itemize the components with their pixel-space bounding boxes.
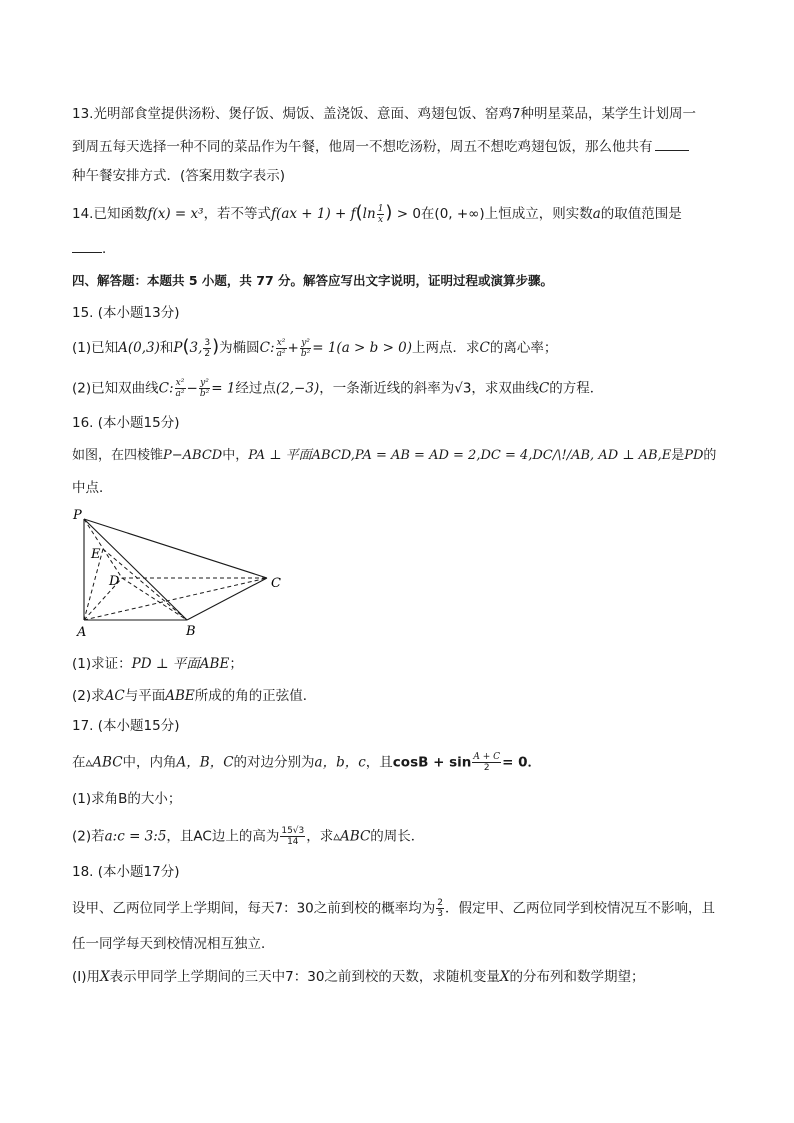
q16-p2-c: 所成的角的正弦值． bbox=[194, 688, 317, 704]
q18-line1-b: ．假定甲、乙两位同学到校情况互不影响，且 bbox=[445, 900, 716, 917]
q15-p1-a: (1)已知 bbox=[72, 340, 119, 356]
edge-PC bbox=[84, 519, 267, 578]
q18-line1 bbox=[72, 898, 715, 919]
q15-x2: x² bbox=[276, 337, 286, 348]
q14-frac-den: x bbox=[378, 214, 384, 225]
q13-line1: 13.光明部食堂提供汤粉、煲仔饭、焗饭、盖浇饭、意面、鸡翅包饭、窑鸡7种明星菜品，某学生计划周一 bbox=[72, 106, 697, 122]
q14-mid: ，若不等式 bbox=[203, 206, 272, 222]
q15-P-frac bbox=[203, 338, 211, 359]
q15-p2-b2: b² bbox=[199, 389, 210, 399]
q15-p2-frac-x bbox=[175, 378, 186, 399]
section-heading: 四、解答题：本题共 5 小题，共 77 分。解答应写出文字说明，证明过程或演算步骤。 bbox=[72, 273, 554, 288]
q16-text1-a: 如图，在四棱锥 bbox=[72, 448, 164, 463]
edge-PB bbox=[84, 519, 187, 620]
q17-sides: a，b，c bbox=[314, 754, 366, 771]
q14-end: ． bbox=[102, 241, 116, 257]
q17-p2-b: ，且AC边上的高为 bbox=[166, 828, 280, 845]
q15-p2-a2: a² bbox=[175, 389, 185, 399]
diagonal-DB bbox=[122, 578, 187, 620]
q17-text-d: ，且 bbox=[365, 754, 393, 771]
q15-paren-right: ) bbox=[212, 336, 220, 357]
label-P: P bbox=[73, 508, 82, 523]
edge-BC bbox=[187, 578, 267, 620]
q16-PD: PD bbox=[684, 448, 704, 463]
q15-paren-left: ( bbox=[182, 336, 190, 357]
q17-height-num: 15√3 bbox=[281, 826, 305, 836]
q15-p1-c: 上两点．求 bbox=[412, 340, 480, 356]
q18-line3-b: 表示甲同学上学期间的三天中7：30之前到校的天数，求随机变量 bbox=[109, 969, 500, 985]
q15-p2-point: (2,−3) bbox=[275, 380, 320, 397]
q16-AC: AC bbox=[104, 688, 125, 704]
q18-line3-a: (Ⅰ)用 bbox=[72, 969, 101, 985]
q16-text2: 中点． bbox=[72, 480, 113, 496]
q16-pyramid: P−ABCD bbox=[163, 448, 223, 463]
edge-PD bbox=[84, 519, 122, 578]
q15-P-x: 3, bbox=[189, 340, 203, 356]
q15-p2-e: 的方程． bbox=[549, 380, 604, 397]
q15-p2-C2: C bbox=[538, 380, 550, 397]
q14-frac bbox=[377, 204, 385, 225]
q18-prob-frac bbox=[436, 898, 444, 919]
q15-point-P: P bbox=[173, 340, 183, 356]
q17-triangle: ▵ABC bbox=[85, 754, 123, 771]
q16-ABE: ABE bbox=[165, 688, 195, 704]
q17-height-den: 14 bbox=[287, 837, 299, 847]
q15-p2-d: ，求双曲线 bbox=[471, 380, 539, 397]
q14-ineq-a: f(ax + 1) + f bbox=[271, 206, 356, 222]
q14-line2 bbox=[72, 238, 116, 259]
q17-text-a: 在 bbox=[72, 754, 86, 771]
q17-p2-c: ，求 bbox=[306, 828, 334, 845]
q15-p2-a: (2)已知双曲线 bbox=[72, 380, 159, 397]
q16-text1-c: 是 bbox=[671, 448, 685, 463]
q15-p2-b: 经过点 bbox=[235, 380, 276, 397]
label-D: D bbox=[109, 574, 120, 589]
q14-func: f(x) = x³ bbox=[147, 206, 204, 222]
q16-p1-math: PD ⊥ 平面ABE bbox=[131, 656, 230, 672]
q16-header: 16. (本小题15分) bbox=[72, 415, 180, 431]
q14-line1 bbox=[72, 203, 682, 225]
q15-p2-c: ，一条渐近线的斜率为 bbox=[319, 380, 455, 397]
q14-paren-right: ) bbox=[385, 202, 393, 223]
q13-line3: 种午餐安排方式．(答案用数字表示) bbox=[72, 168, 286, 184]
q18-X2: X bbox=[499, 969, 510, 985]
q17-p2-triangle: ▵ABC bbox=[333, 828, 371, 845]
q15-point-A: A(0,3) bbox=[118, 340, 160, 356]
q15-p2-frac-y bbox=[199, 378, 210, 399]
q15-P-frac-den: 2 bbox=[204, 348, 211, 359]
q17-angles: A，B，C bbox=[176, 754, 234, 771]
label-C: C bbox=[271, 576, 281, 591]
q17-p2-a: (2)若 bbox=[72, 828, 105, 845]
q15-P-frac-num: 3 bbox=[204, 337, 211, 348]
q16-text1-b: 中， bbox=[222, 448, 249, 463]
q18-line2: 任一同学每天到校情况相互独立． bbox=[72, 936, 275, 952]
q17-ratio: a:c = 3:5 bbox=[104, 828, 167, 845]
q14-ln: ln bbox=[362, 206, 376, 222]
q17-height-frac bbox=[280, 826, 305, 847]
q17-text bbox=[72, 752, 541, 773]
q17-frac-num: A + C bbox=[473, 752, 501, 762]
q13-line2 bbox=[72, 136, 689, 157]
q16-p2-a: (2)求 bbox=[72, 688, 105, 704]
label-B: B bbox=[186, 624, 196, 639]
q14-frac-num: 1 bbox=[377, 203, 384, 214]
q15-C: C: bbox=[259, 340, 275, 356]
q15-header: 15. (本小题13分) bbox=[72, 305, 180, 321]
q17-frac-den: 2 bbox=[483, 763, 490, 773]
q18-line1-a: 设甲、乙两位同学上学期间，每天7：30之前到校的概率均为 bbox=[72, 900, 436, 917]
q18-frac-num: 2 bbox=[437, 898, 444, 908]
q18-header: 18. (本小题17分) bbox=[72, 864, 180, 880]
q15-part2 bbox=[72, 378, 603, 399]
q13-line2-text: 到周五每天选择一种不同的菜品作为午餐，他周一不想吃汤粉，周五不想吃鸡翅包饭，那么他共有 bbox=[72, 139, 653, 155]
q15-p2-x2: x² bbox=[175, 378, 185, 388]
q18-frac-den: 3 bbox=[437, 909, 444, 919]
q15-eq: = 1(a > b > 0) bbox=[312, 340, 413, 356]
q17-part1: (1)求角B的大小； bbox=[72, 791, 182, 807]
q16-text1-d: 的 bbox=[703, 448, 717, 463]
q15-part1 bbox=[72, 337, 557, 359]
q15-p1-b: 为椭圆 bbox=[219, 340, 260, 356]
q18-line3 bbox=[72, 967, 645, 987]
q15-plus: + bbox=[287, 340, 299, 356]
q16-p2-b: 与平面 bbox=[124, 688, 166, 704]
q18-line3-c: 的分布列和数学期望； bbox=[509, 969, 645, 985]
q16-part2 bbox=[72, 686, 316, 706]
q17-part2 bbox=[72, 826, 424, 847]
q15-p2-eq: = 1 bbox=[211, 380, 236, 397]
q15-b2: b² bbox=[300, 348, 311, 359]
pyramid-figure bbox=[70, 505, 300, 640]
q15-y2: y² bbox=[301, 337, 310, 348]
q16-p1-a: (1)求证： bbox=[72, 656, 132, 672]
answer-blank bbox=[72, 238, 102, 253]
q15-frac-x bbox=[276, 338, 287, 359]
q17-cos: cosB bbox=[392, 754, 429, 771]
q16-text1 bbox=[72, 446, 716, 466]
q14-paren-left: ( bbox=[355, 202, 363, 223]
q14-var: a bbox=[592, 206, 601, 222]
q15-p2-minus: − bbox=[186, 380, 198, 397]
q17-p2-d: 的周长． bbox=[370, 828, 425, 845]
q17-eq: = 0． bbox=[502, 754, 541, 771]
q14-suffix: 的取值范围是 bbox=[600, 206, 682, 222]
q16-part1 bbox=[72, 654, 243, 674]
label-E: E bbox=[91, 547, 101, 562]
q17-text-c: 的对边分别为 bbox=[233, 754, 315, 771]
q15-p2-sqrt: √3 bbox=[454, 380, 472, 397]
q15-p2-y2: y² bbox=[200, 378, 209, 388]
q16-conditions: PA ⊥ 平面ABCD,PA = AB = AD = 2,DC = 4,DC/\!/AB, AD ⊥ AB,E bbox=[248, 448, 672, 463]
q15-p1-d: 的离心率； bbox=[489, 340, 558, 356]
q18-X: X bbox=[100, 969, 110, 985]
q15-C2: C bbox=[479, 340, 490, 356]
q15-frac-y bbox=[300, 338, 311, 359]
q17-sin: + sin bbox=[428, 754, 472, 771]
label-A: A bbox=[77, 625, 87, 640]
q15-p2-C: C: bbox=[158, 380, 174, 397]
q17-text-b: 中，内角 bbox=[122, 754, 177, 771]
q16-p1-b: ； bbox=[229, 656, 243, 672]
q15-and: 和 bbox=[159, 340, 174, 356]
q17-frac bbox=[472, 752, 501, 773]
answer-blank bbox=[655, 136, 689, 151]
q15-a2: a² bbox=[276, 348, 286, 359]
q17-header: 17. (本小题15分) bbox=[72, 718, 180, 734]
q14-ineq-b: > 0在(0, +∞)上恒成立，则实数 bbox=[392, 206, 593, 222]
q14-prefix: 14.已知函数 bbox=[72, 206, 148, 222]
